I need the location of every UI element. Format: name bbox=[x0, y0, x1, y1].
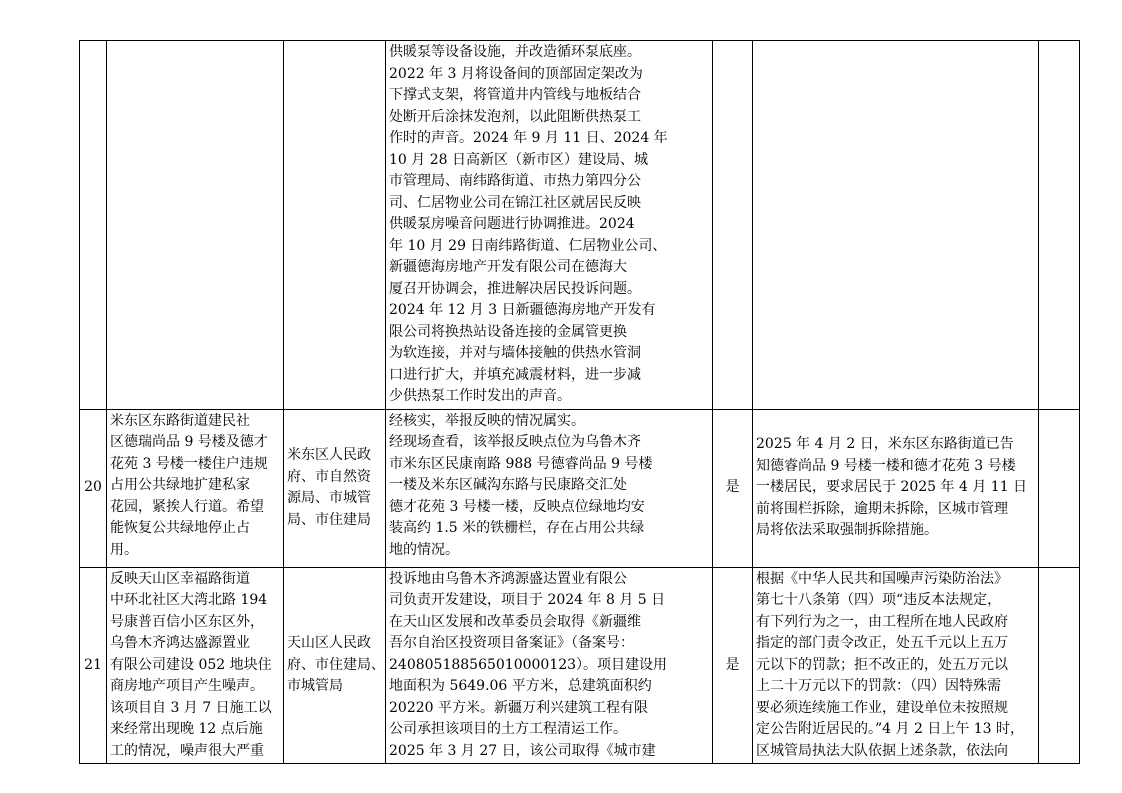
action-cell-line: 元以下的罚款；拒不改正的，处五万元以 bbox=[756, 656, 1008, 673]
table-body bbox=[80, 41, 1080, 764]
action-cell-line: 根据《中华人民共和国噪声污染防治法》 bbox=[756, 570, 1008, 587]
action-cell-line: 一楼居民，要求居民于 2025 年 4 月 11 日 bbox=[756, 479, 1028, 496]
action-cell-line: 要必须连续施工作业，建设单位未按照规 bbox=[756, 699, 1008, 716]
finding-cell-line: 吾尔自治区投资项目备案证》（备案号： bbox=[389, 635, 634, 651]
issue-cell-line: 反映天山区幸福路街道 bbox=[110, 570, 250, 587]
action-cell-line: 定公告附近居民的。”4 月 2 日上午 13 时， bbox=[756, 721, 1025, 737]
table-row bbox=[80, 41, 1080, 410]
finding-cell-line: 作时的声音。2024 年 9 月 11 日、2024 年 bbox=[389, 130, 668, 146]
finding-cell-line: 市米东区民康南路 988 号德睿尚品 9 号楼 bbox=[389, 455, 653, 472]
verified-cell: 是 bbox=[713, 567, 753, 764]
finding-cell-line: 下撑式支架，将管道井内管线与地板结合 bbox=[389, 87, 641, 103]
finding-cell-line: 供暖泵等设备设施，并改造循环泵底座。 bbox=[389, 44, 641, 60]
finding-cell-line: 在天山区发展和改革委员会取得《新疆维 bbox=[389, 613, 641, 630]
finding-cell bbox=[386, 409, 713, 567]
finding-cell-line: 经现场查看，该举报反映点位为乌鲁木齐 bbox=[389, 434, 641, 450]
finding-cell-line: 年 10 月 29 日南纬路街道、仁居物业公司、 bbox=[389, 237, 667, 254]
issue-cell-line: 区德瑞尚品 9 号楼及德才 bbox=[110, 434, 268, 450]
table-row bbox=[80, 567, 1080, 764]
issue-cell-line: 该项目自 3 月 7 日施工以 bbox=[110, 699, 272, 716]
issue-cell-line: 乌鲁木齐鸿达盛源置业 bbox=[110, 635, 250, 651]
department-cell-line: 市城管局 bbox=[287, 678, 343, 694]
action-cell-line: 第七十八条第（四）项“违反本法规定， bbox=[756, 592, 1002, 608]
finding-cell-line: 市管理局、南纬路街道、市热力第四分公 bbox=[389, 173, 641, 189]
finding-cell-line: 投诉地由乌鲁木齐鸿源盛达置业有限公 bbox=[389, 570, 627, 587]
issue-cell-line: 来经常出现晚 12 点后施 bbox=[110, 721, 263, 737]
finding-cell-line: 少供热泵工作时发出的声音。 bbox=[389, 388, 571, 404]
row-number: 21 bbox=[80, 567, 107, 764]
finding-cell-line: 司、仁居物业公司在锦江社区就居民反映 bbox=[389, 194, 641, 211]
action-cell-line: 区城管局执法大队依据上述条款，依法向 bbox=[756, 742, 1008, 759]
issue-cell bbox=[107, 409, 284, 567]
finding-cell-line: 公司承担该项目的土方工程清运工作。 bbox=[389, 721, 627, 737]
finding-cell-line: 2024 年 12 月 3 日新疆德海房地产开发有 bbox=[389, 302, 656, 318]
note-cell bbox=[1039, 409, 1080, 567]
department-cell bbox=[284, 41, 386, 410]
verified-cell: 是 bbox=[713, 409, 753, 567]
action-cell bbox=[753, 41, 1039, 410]
action-cell-line: 有下列行为之一，由工程所在地人民政府 bbox=[756, 613, 1008, 630]
finding-cell-line: 240805188565010000123）。项目建设用 bbox=[389, 656, 668, 673]
issue-cell-line: 中环北社区大湾北路 194 bbox=[110, 592, 268, 608]
finding-cell-line: 德才花苑 3 号楼一楼，反映点位绿地均安 bbox=[389, 498, 645, 515]
note-cell bbox=[1039, 41, 1080, 410]
action-cell-line: 前将围栏拆除，逾期未拆除，区城市管理 bbox=[756, 500, 1008, 517]
issue-cell-line: 米东区东路街道建民社 bbox=[110, 412, 250, 429]
department-cell bbox=[284, 409, 386, 567]
department-cell-line: 源局、市城管 bbox=[287, 490, 371, 506]
action-cell-line: 指定的部门责令改正，处五千元以上五万 bbox=[756, 635, 1008, 651]
finding-cell-line: 2025 年 3 月 27 日，该公司取得《城市建 bbox=[389, 742, 656, 759]
issue-cell-line: 号康普百信小区东区外， bbox=[110, 613, 264, 630]
finding-cell-line: 经核实，举报反映的情况属实。 bbox=[389, 412, 585, 429]
finding-cell-line: 处断开后涂抹发泡剂，以此阻断供热泵工 bbox=[389, 108, 641, 125]
finding-cell bbox=[386, 41, 713, 410]
finding-cell-line: 10 月 28 日高新区（新市区）建设局、城 bbox=[389, 151, 648, 168]
finding-cell-line: 口进行扩大，并填充减震材料，进一步减 bbox=[389, 366, 641, 383]
issue-cell-line: 有限公司建设 052 地块住 bbox=[110, 656, 272, 673]
action-cell-line: 知德睿尚品 9 号楼一楼和德才花苑 3 号楼 bbox=[756, 457, 1016, 474]
verified-cell bbox=[713, 41, 753, 410]
row-number bbox=[80, 41, 107, 410]
department-cell-line: 府、市自然资 bbox=[287, 468, 371, 485]
issue-cell-line: 占用公共绿地扩建私家 bbox=[110, 477, 250, 493]
finding-cell-line: 2022 年 3 月将设备间的顶部固定架改为 bbox=[389, 65, 643, 82]
finding-cell-line: 供暖泵房噪音问题进行协调推进。2024 bbox=[389, 216, 635, 232]
issue-cell-line: 用。 bbox=[110, 541, 138, 558]
issue-cell-line: 工的情况，噪声很大严重 bbox=[110, 742, 264, 759]
issue-cell-line: 能恢复公共绿地停止占 bbox=[110, 520, 250, 536]
finding-cell-line: 厦召开协调会，推进解决居民投诉问题。 bbox=[389, 280, 641, 297]
finding-cell-line: 新疆德海房地产开发有限公司在德海大 bbox=[389, 259, 627, 275]
finding-cell-line: 地面积为 5649.06 平方米，总建筑面积约 bbox=[389, 678, 652, 694]
department-cell-line: 天山区人民政 bbox=[287, 635, 371, 651]
action-cell-line: 2025 年 4 月 2 日，米东区东路街道已告 bbox=[756, 436, 1014, 453]
note-cell bbox=[1039, 567, 1080, 764]
issue-cell-line: 花园，紧挨人行道。希望 bbox=[110, 498, 264, 515]
issue-cell-line: 花苑 3 号楼一楼住户违规 bbox=[110, 455, 268, 472]
finding-cell-line: 地的情况。 bbox=[389, 541, 459, 558]
department-cell-line: 局、市住建局 bbox=[287, 511, 371, 528]
department-cell bbox=[284, 567, 386, 764]
action-cell-line: 上二十万元以下的罚款：（四）因特殊需 bbox=[756, 678, 1001, 694]
finding-cell-line: 为软连接，并对与墙体接触的供热水管洞 bbox=[389, 345, 641, 361]
issue-cell-line: 商房地产项目产生噪声。 bbox=[110, 678, 264, 694]
finding-cell-line: 司负责开发建设，项目于 2024 年 8 月 5 日 bbox=[389, 592, 666, 608]
complaint-table bbox=[79, 40, 1080, 764]
table-row bbox=[80, 409, 1080, 567]
finding-cell-line: 限公司将换热站设备连接的金属管更换 bbox=[389, 323, 627, 340]
finding-cell-line: 20220 平方米。新疆万利兴建筑工程有限 bbox=[389, 699, 648, 716]
department-cell-line: 米东区人民政 bbox=[287, 447, 371, 463]
finding-cell-line: 装高约 1.5 米的铁栅栏，存在占用公共绿 bbox=[389, 520, 645, 536]
action-cell-line: 局将依法采取强制拆除措施。 bbox=[756, 522, 938, 539]
action-cell bbox=[753, 409, 1039, 567]
row-number: 20 bbox=[80, 409, 107, 567]
issue-cell bbox=[107, 567, 284, 764]
finding-cell-line: 一楼及米东区碱沟东路与民康路交汇处 bbox=[389, 477, 627, 493]
issue-cell bbox=[107, 41, 284, 410]
finding-cell bbox=[386, 567, 713, 764]
department-cell-line: 府、市住建局、 bbox=[287, 656, 385, 673]
action-cell bbox=[753, 567, 1039, 764]
